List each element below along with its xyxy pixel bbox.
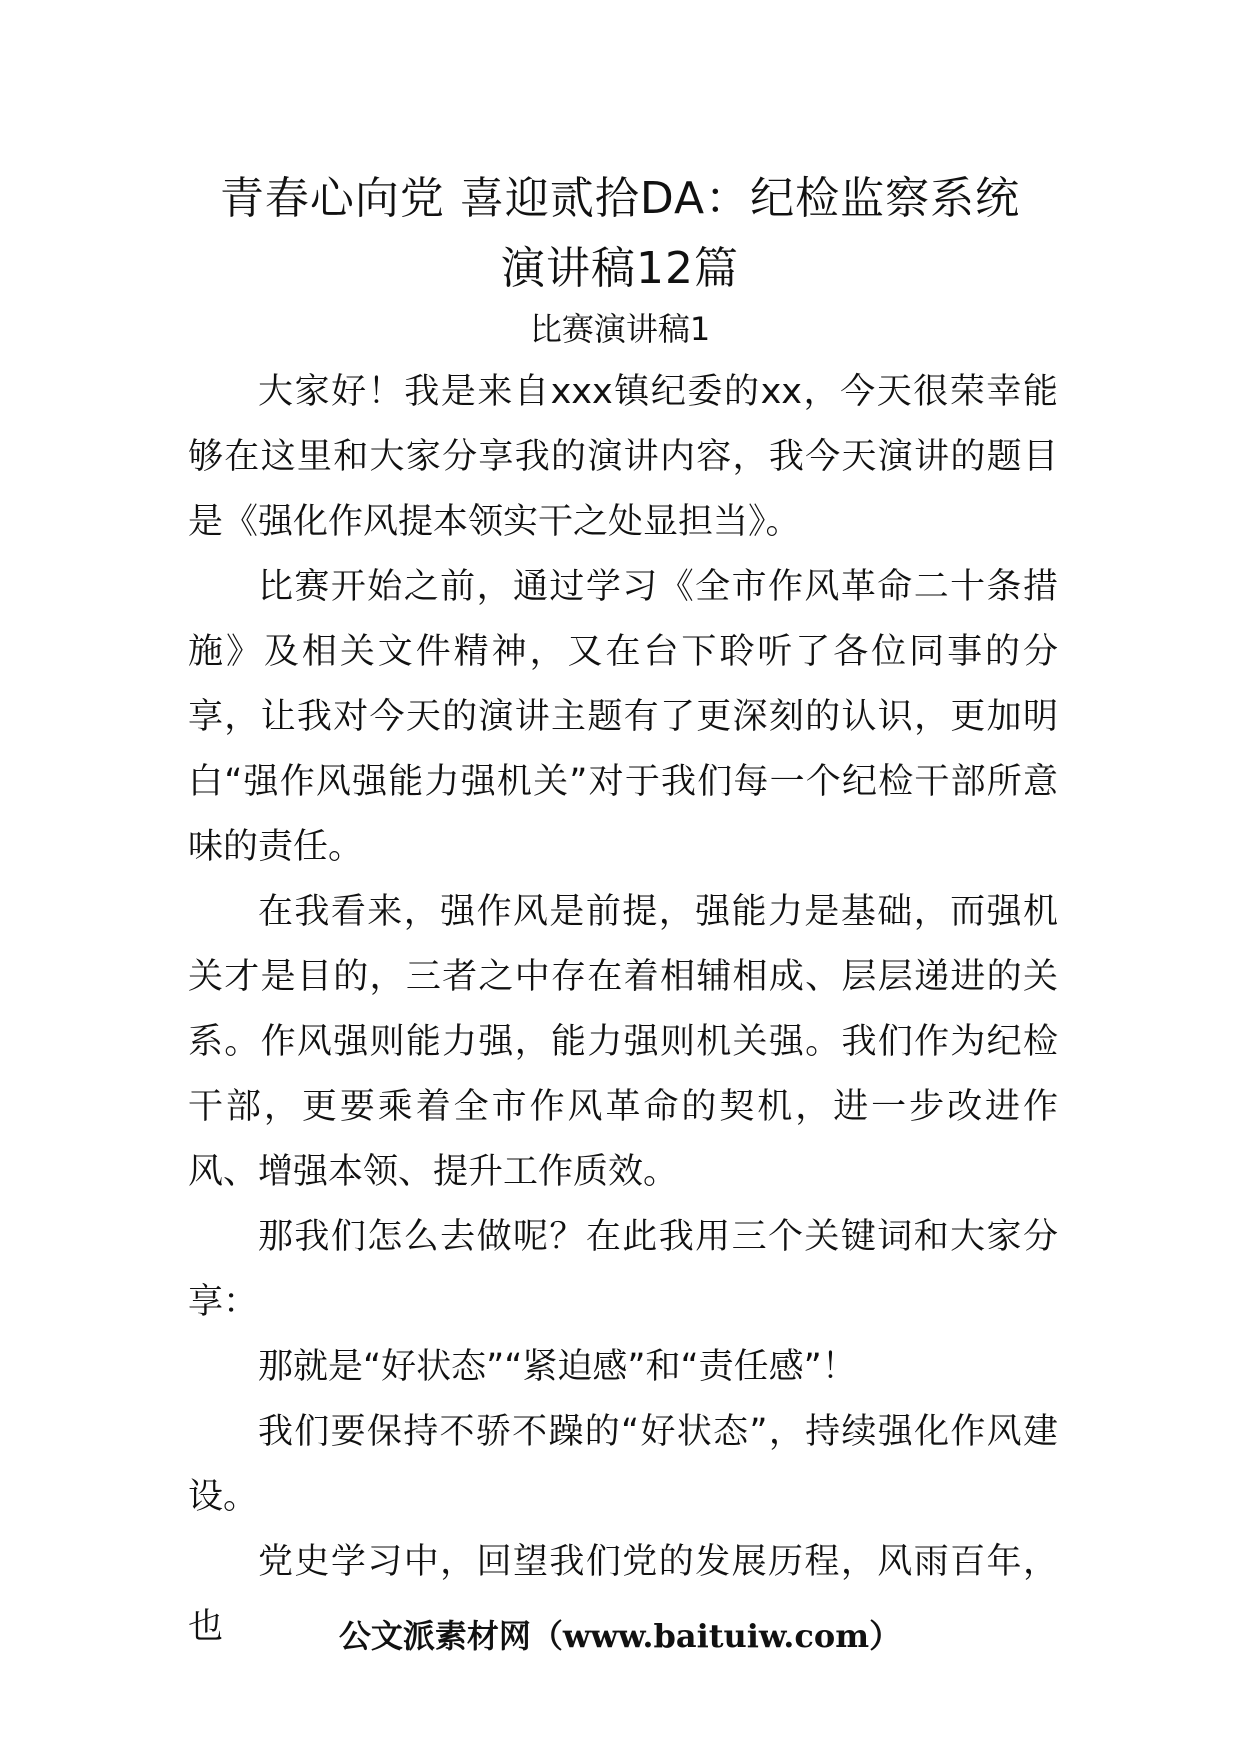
document-subtitle: 比赛演讲稿1 xyxy=(529,310,711,348)
footer-watermark: 公文派素材网（www.baituiw.com） xyxy=(338,1617,902,1655)
document-title xyxy=(160,164,1080,304)
title-line-2: 演讲稿12篇 xyxy=(501,243,739,294)
paragraph: 那就是“好状态”“紧迫感”和“责任感”！ xyxy=(258,1347,857,1387)
title-line-1: 青春心向党 喜迎贰拾DA：纪检监察系统 xyxy=(219,173,1021,224)
paragraph: 我们要保持不骄不躁的“好状态”，持续强化作风建设。 xyxy=(188,1412,1058,1517)
paragraph: 比赛开始之前，通过学习《全市作风革命二十条措施》及相关文件精神，又在台下聆听了各位同事的分享，让我对今天的演讲主题有了更深刻的认识，更加明白“强作风强能力强机关”对于我们每一个纪检干部所意味的责任。 xyxy=(188,567,1058,867)
document-body xyxy=(188,360,1058,1660)
paragraph: 在我看来，强作风是前提，强能力是基础，而强机关才是目的，三者之中存在着相辅相成、层层递进的关系。作风强则能力强，能力强则机关强。我们作为纪检干部，更要乘着全市作风革命的契机，进一步改进作风、增强本领、提升工作质效。 xyxy=(188,892,1058,1192)
paragraph: 党史学习中，回望我们党的发展历程，风雨百年，也 xyxy=(188,1542,1058,1647)
paragraph: 那我们怎么去做呢？在此我用三个关键词和大家分享： xyxy=(188,1217,1058,1322)
paragraph: 大家好！我是来自xxx镇纪委的xx，今天很荣幸能够在这里和大家分享我的演讲内容，我今天演讲的题目是《强化作风提本领实干之处显担当》。 xyxy=(188,372,1058,542)
